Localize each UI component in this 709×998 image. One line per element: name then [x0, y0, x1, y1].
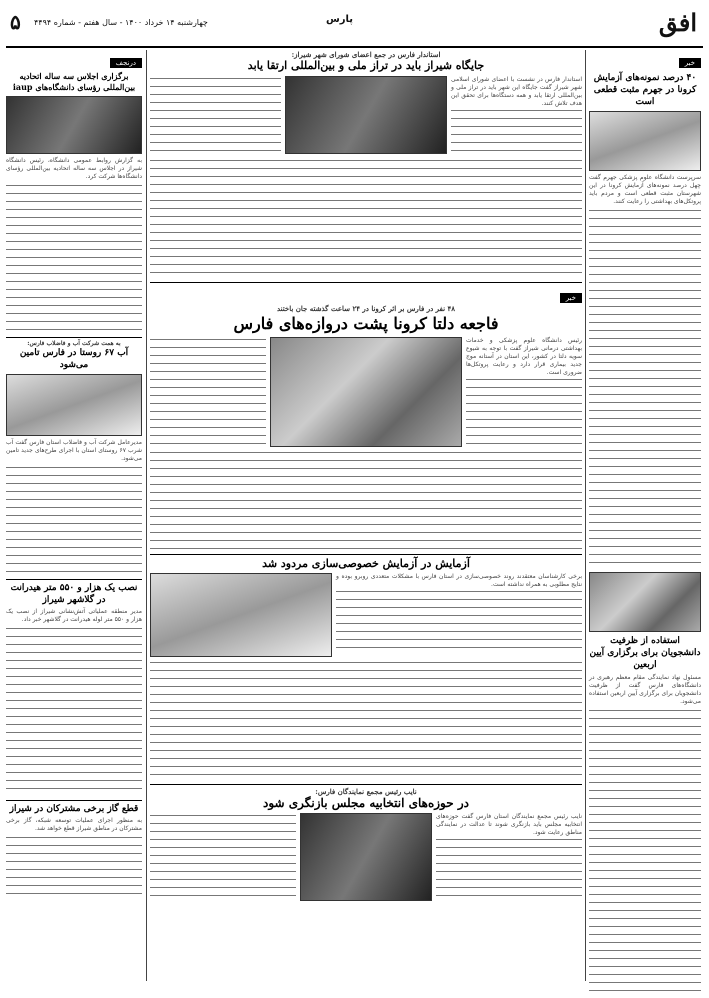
- article-body-lines: [6, 465, 142, 575]
- dateline: چهارشنبه ۱۴ خرداد ۱۴۰۰ - سال هفتم - شماره ۴۴۹۴: [34, 18, 208, 27]
- article-body-lines: [150, 450, 582, 550]
- news-tag: خبر: [679, 58, 701, 68]
- article-body-lines: [150, 660, 582, 780]
- article-body-lines: [150, 158, 582, 278]
- article-headline: ۴۰ درصد نمونه‌های آزمایش کرونا در جهرم مثبت قطعی است: [593, 73, 697, 107]
- news-tag: خبر: [560, 293, 582, 303]
- article-body: به گزارش روابط عمومی دانشگاه، رئیس دانشگاه شیراز در اجلاس سه ساله اتحادیه بین‌المللی رؤسای دانشگاه‌ها شرکت کرد.: [6, 157, 142, 180]
- article-body: مدیر منطقه عملیاتی آتش‌نشانی شیراز از نصب یک هزار و ۵۵۰ متر لوله هیدرانت در گلاشهر خبر داد.: [6, 608, 142, 623]
- right-column: [589, 50, 701, 981]
- building-photo: [150, 573, 332, 657]
- article-body: به منظور اجرای عملیات توسعه شبکه، گاز برخی مشترکان در مناطق شیراز قطع خواهد شد.: [6, 817, 142, 832]
- article-headline: آب ۶۷ روستا در فارس تامین می‌شود: [19, 348, 129, 370]
- article-headline: نصب یک هزار و ۵۵۰ متر هیدرانت در گلاشهر شیراز: [6, 579, 142, 606]
- hospital-ward-photo: [270, 337, 462, 447]
- article-body-lines: [6, 183, 142, 333]
- article-body: نایب رئیس مجمع نمایندگان استان فارس گفت حوزه‌های انتخابیه مجلس باید بازنگری شوند تا عدالت در نمایندگی مناطق رعایت شود.: [436, 813, 582, 836]
- section-name: پارس: [326, 14, 354, 25]
- article-kicker: استاندار فارس در جمع اعضای شورای شهر شیراز:: [291, 50, 441, 59]
- article-headline: قطع گاز برخی مشترکان در شیراز: [6, 800, 142, 815]
- article-kicker: نایب رئیس مجمع نمایندگان فارس:: [315, 787, 417, 796]
- newspaper-logo: افق: [658, 8, 697, 37]
- article-body-lines: [6, 626, 142, 796]
- portrait-photo: [300, 813, 432, 901]
- article-headline: استفاده از ظرفیت دانشجویان برای برگزاری آیین اربعین: [589, 636, 701, 670]
- article-headline: برگزاری اجلاس سه ساله اتحادیه بین‌المللی رؤسای دانشگاه‌های iaup: [12, 71, 136, 92]
- article-body: برخی کارشناسان معتقدند روند خصوصی‌سازی در استان فارس با مشکلات متعددی روبرو بوده و نتایج مطلوبی به همراه نداشته است.: [336, 573, 582, 588]
- article-body: مدیرعامل شرکت آب و فاضلاب استان فارس گفت آب شرب ۶۷ روستای استان با اجرای طرح‌های جدید تامین می‌شود.: [6, 439, 142, 462]
- news-tag: درنجف: [110, 58, 142, 68]
- water-pipes-photo: [6, 374, 142, 436]
- article-body-lines: [589, 708, 701, 998]
- article-body-lines: [150, 813, 296, 901]
- masthead: [6, 6, 703, 48]
- article-body-lines: [150, 76, 281, 154]
- page-number: ۵: [10, 10, 21, 34]
- column-divider: [585, 50, 586, 981]
- left-column: [6, 50, 142, 981]
- main-headline: فاجعه دلتا کرونا پشت دروازه‌های فارس: [233, 314, 499, 333]
- article-body-lines: [150, 337, 266, 447]
- article-body: رئیس دانشگاه علوم پزشکی و خدمات بهداشتی درمانی شیراز گفت با توجه به شیوع سویه دلتا در کشور، این استان در آستانه موج جدید بیماری قرار دارد و رعایت پروتکل‌ها ضروری است.: [466, 337, 582, 376]
- column-divider: [146, 50, 147, 981]
- newspaper-page: [6, 6, 703, 981]
- article-body: استاندار فارس در نشست با اعضای شورای اسلامی شهر شیراز گفت جایگاه این شهر باید در تراز ملی و بین‌المللی ارتقا یابد و همه دستگاه‌ها برای تحقق این هدف تلاش کنند.: [451, 76, 582, 107]
- center-block: [150, 50, 582, 981]
- article-photo: [589, 572, 701, 632]
- article-headline: جایگاه شیراز باید در تراز ملی و بین‌المللی ارتقا یابد: [247, 59, 485, 72]
- meeting-photo: [285, 76, 447, 154]
- article-headline: آزمایش در آزمایش خصوصی‌سازی مردود شد: [262, 557, 470, 570]
- speaker-photo: [6, 96, 142, 154]
- article-body-lines: [6, 835, 142, 895]
- article-body: مسئول نهاد نمایندگی مقام معظم رهبری در دانشگاه‌های فارس گفت از ظرفیت دانشجویان برای برگزاری آیین اربعین استفاده می‌شود.: [589, 674, 701, 705]
- article-kicker: به همت شرکت آب و فاضلاب فارس:: [6, 337, 142, 347]
- article-body: سرپرست دانشگاه علوم پزشکی جهرم گفت چهل درصد نمونه‌های آزمایش کرونا در این شهرستان مثبت قطعی است و مردم باید پروتکل‌های بهداشتی را رعایت کنند.: [589, 174, 701, 205]
- article-kicker: ۴۸ نفر در فارس بر اثر کرونا در ۲۴ ساعت گذشته جان باختند: [277, 304, 455, 313]
- article-headline: در حوزه‌های انتخابیه مجلس بازنگری شود: [262, 796, 469, 810]
- article-photo: [589, 111, 701, 171]
- article-body-lines: [589, 208, 701, 568]
